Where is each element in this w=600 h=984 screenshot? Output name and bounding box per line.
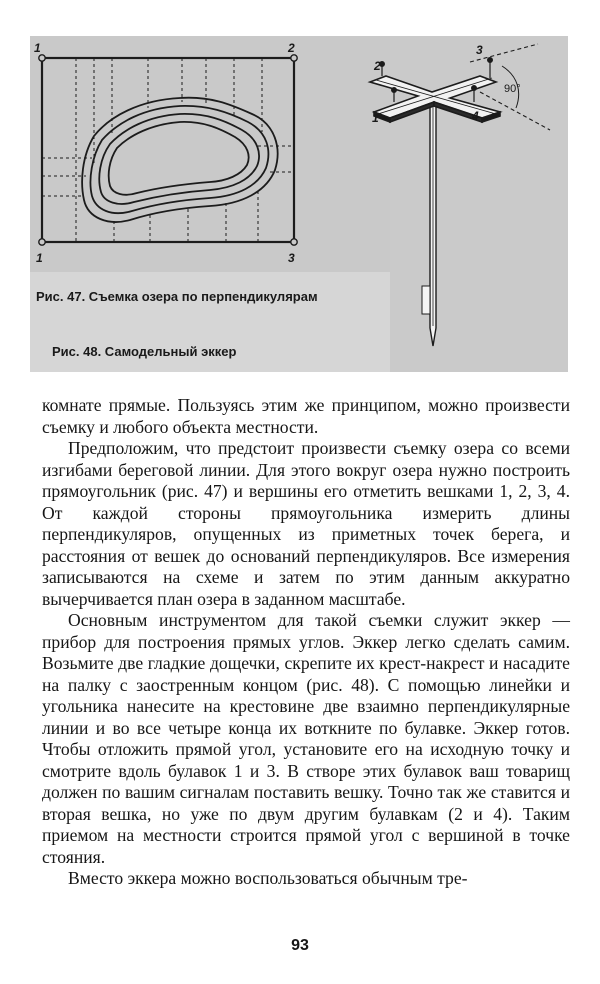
paragraph: Вместо эккера можно воспользоваться обычным тре- [68, 868, 468, 888]
body-text [42, 395, 570, 890]
figure-48-drawing [370, 43, 550, 346]
figures-illustration [30, 36, 568, 372]
pin-label-2: 2 [374, 59, 381, 73]
pin-label-1: 1 [372, 111, 379, 125]
pin-label-3: 3 [476, 43, 483, 57]
angle-label: 90° [504, 83, 521, 95]
figure-47-corner-labels [34, 41, 295, 265]
figure-48-caption: Рис. 48. Самодельный эккер [52, 344, 237, 359]
page-number: 93 [291, 937, 309, 954]
figure-47-caption: Рис. 47. Съемка озера по перпендикулярам [36, 289, 318, 304]
corner-label-2: 2 [288, 41, 295, 55]
figure-47-drawing [34, 41, 297, 265]
corner-label-1-bottom: 1 [36, 251, 43, 265]
corner-label-3: 3 [288, 251, 295, 265]
paragraph: Предположим, что предстоит произвести съемку озера со всеми изгибами береговой линии. Для этого вокруг озера нужно построить прямоугольник (рис. 47) и вершины его отметить вешками 1, 2, 3, 4. От каждой стороны прямоугольника измерить длины перпендикуляров, опущенных из приметных точек берега, и расстояния от вешек до оснований перпендикуляров. Все измерения записываются на схеме и затем по этим данным аккуратно вычерчивается план озера в заданном масштабе. [42, 438, 570, 609]
pin-label-4: 4 [472, 109, 479, 123]
corner-label-1-top: 1 [34, 41, 41, 55]
lake-shoreline [82, 98, 277, 222]
paragraph: Основным инструментом для такой съемки служит эккер — прибор для построения прямых углов. Эккер легко сделать самим. Возьмите две гладкие дощечки, скрепите их крест-накрест и насадите на палку с заостренным концом (рис. 48). С помощью линейки и угольника нанесите на крестовине две взаимно перпендикулярные линии и во все четыре конца их воткните по булавке. Эккер готов. Чтобы отложить прямой угол, установите его на исходную точку и смотрите вдоль булавок 1 и 3. В створе этих булавок ваш товарищ должен по вашим сигналам поставить вешку. Точно так же ставится и вторая вешка, но уже по двум другим булавкам (2 и 4). Таким приемом на местности строится прямой угол с вершиной в точке стояния. [42, 610, 570, 867]
paragraph: комнате прямые. Пользуясь этим же принципом, можно произвести съемку и любого объекта местности. [42, 395, 570, 437]
perpendicular-lines [42, 58, 294, 242]
survey-rectangle [42, 58, 294, 242]
ekker-staff [422, 96, 436, 346]
figure-panel [30, 36, 568, 372]
